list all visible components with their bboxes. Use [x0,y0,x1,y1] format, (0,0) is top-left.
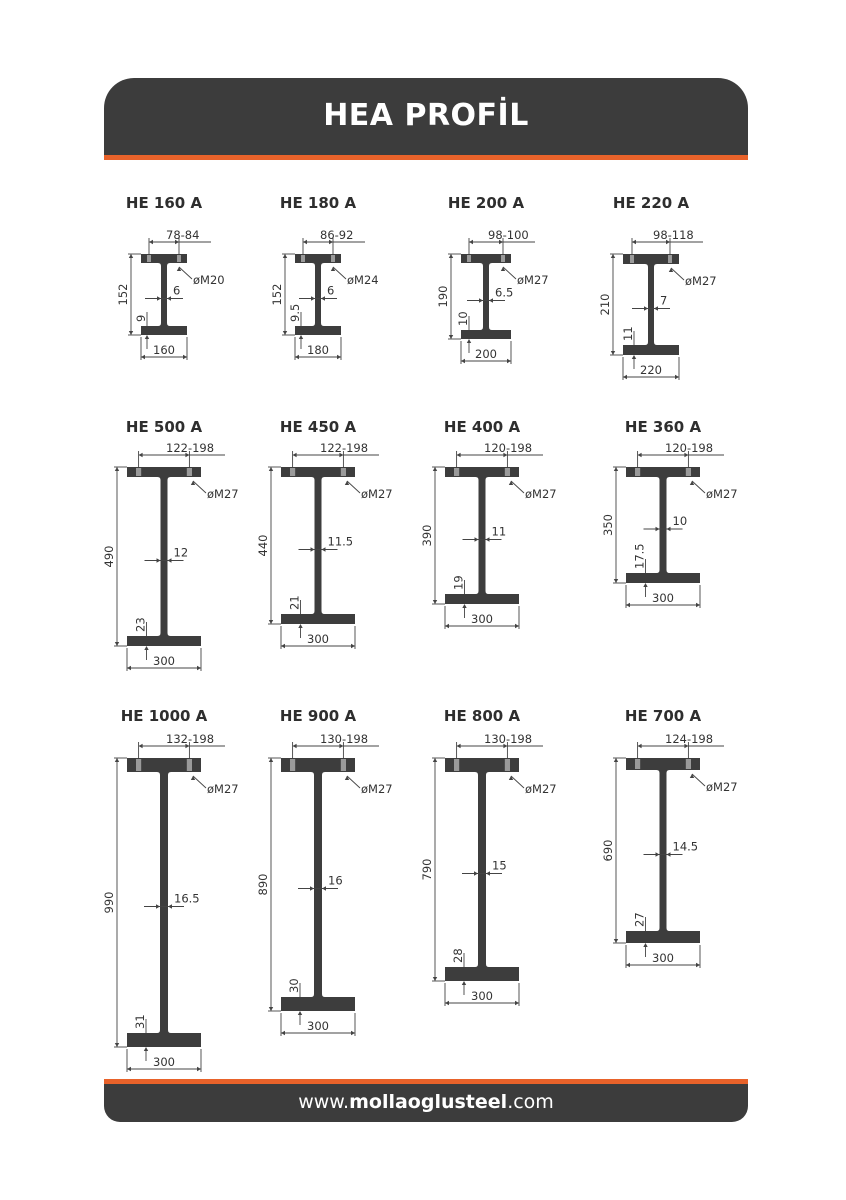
web-thickness-dim: 6 [327,283,335,298]
arrowhead [656,527,660,531]
width-dim: 200 [475,347,497,361]
arrowhead [461,359,465,363]
profile-he-220-a [598,194,717,380]
profile-he-400-a [420,418,557,629]
bolt-hole-left [147,255,151,262]
url-prefix: www. [298,1091,350,1113]
bolt-dim: øM27 [207,487,239,501]
arrowhead [269,620,273,624]
url-brand: mollaoglusteel [349,1091,508,1113]
arrowhead [281,644,285,648]
profile-name: HE 800 A [443,707,521,725]
footer-banner [104,1084,748,1122]
profile-name: HE 900 A [279,707,357,725]
arrowhead [486,537,490,541]
bolt-hole-left [290,468,295,476]
arrowhead [157,558,161,562]
width-dim: 300 [307,632,329,646]
arrowhead [675,375,679,379]
bolt-leader [193,776,206,788]
bolt-leader [511,776,524,788]
arrowhead [433,977,437,981]
arrowhead [351,1031,355,1035]
flange-thickness-dim: 27 [632,912,647,927]
bolt-hole-right [177,255,181,262]
bolt-hole-left [635,468,640,476]
height-dim: 990 [102,891,116,914]
width-dim: 300 [652,951,674,965]
gauge-dim: 78-84 [166,228,200,242]
arrowhead [474,871,478,875]
web-thickness-dim: 10 [672,514,688,528]
arrowhead [321,296,325,300]
bolt-hole-left [630,255,634,263]
gauge-dim: 98-118 [653,228,694,242]
arrowhead [445,624,449,628]
profile-name: HE 400 A [443,418,521,436]
flange-thickness-dim: 19 [451,575,466,590]
bolt-hole-right [331,255,335,262]
bolt-hole-left [467,255,471,262]
bolt-dim: øM27 [207,782,239,796]
profile-name: HE 160 A [125,194,203,212]
arrowhead [445,1001,449,1005]
arrowhead [167,296,171,300]
gauge-dim: 122-198 [166,441,215,455]
arrowhead [507,359,511,363]
arrowhead [623,375,627,379]
arrowhead [515,624,519,628]
arrowhead [269,467,273,471]
arrowhead [311,296,315,300]
arrowhead [656,852,660,856]
arrowhead [433,600,437,604]
profile-he-450-a [256,418,393,649]
bolt-leader [511,481,524,493]
bolt-leader [692,481,705,493]
arrowhead [115,467,119,471]
bolt-hole-left [635,759,640,769]
bolt-hole-left [136,759,141,771]
arrowhead [144,1047,148,1051]
bolt-dim: øM27 [517,273,549,287]
profile-he-500-a [102,418,239,671]
arrowhead [486,871,490,875]
arrowhead [667,852,671,856]
i-beam-section [281,758,355,1011]
arrowhead [269,758,273,762]
arrowhead [654,306,658,310]
profile-he-160-a [116,194,225,360]
arrowhead [298,624,302,628]
height-dim: 390 [420,524,434,547]
profile-name: HE 360 A [624,418,702,436]
bolt-hole-left [136,468,141,476]
width-dim: 300 [153,1055,175,1069]
arrowhead [614,467,618,471]
arrowhead [115,758,119,762]
bolt-hole-left [290,759,295,771]
profile-he-700-a [601,707,738,968]
bolt-leader [692,774,705,786]
arrowhead [168,558,172,562]
arrowhead [462,604,466,608]
gauge-dim: 122-198 [320,441,369,455]
arrowhead [311,547,315,551]
flange-thickness-dim: 31 [133,1014,147,1029]
arrowhead [127,666,131,670]
profile-name: HE 450 A [279,418,357,436]
arrowhead [449,254,453,258]
bolt-leader [671,268,684,280]
arrowhead [197,1067,201,1071]
height-dim: 490 [102,545,116,568]
profile-name: HE 700 A [624,707,702,725]
arrowhead [145,335,149,339]
flange-thickness-dim: 17.5 [632,543,647,569]
bolt-hole-right [505,759,510,771]
web-thickness-dim: 11 [491,524,507,539]
arrowhead [283,254,287,258]
arrowhead [611,254,615,258]
arrowhead [696,963,700,967]
height-dim: 350 [601,514,615,536]
bolt-hole-right [501,255,505,262]
arrowhead [144,646,148,650]
gauge-dim: 124-198 [665,732,714,746]
gauge-dim: 132-198 [166,732,215,746]
arrowhead [303,240,307,244]
arrowhead [322,886,326,890]
bolt-hole-left [301,255,305,262]
arrowhead [643,943,647,947]
height-dim: 210 [598,293,612,316]
arrowhead [157,296,161,300]
arrowhead [449,335,453,339]
arrowhead [489,298,493,302]
arrowhead [643,583,647,587]
bolt-dim: øM27 [525,487,557,501]
arrowhead [281,1031,285,1035]
width-dim: 220 [640,363,662,377]
height-dim: 440 [256,534,270,557]
bolt-dim: øM24 [347,273,379,287]
web-thickness-dim: 6 [173,283,181,298]
profile-he-800-a [420,707,557,1006]
i-beam-section [445,758,519,981]
web-thickness-dim: 12 [173,545,189,560]
arrowhead [337,355,341,359]
height-dim: 152 [116,283,130,306]
arrowhead [115,1043,119,1047]
bolt-dim: øM27 [361,782,393,796]
arrowhead [299,335,303,339]
width-dim: 300 [471,989,493,1003]
web-thickness-dim: 16.5 [174,891,200,906]
gauge-dim: 130-198 [484,732,533,746]
arrowhead [283,331,287,335]
arrowhead [293,453,297,457]
arrowhead [632,240,636,244]
flange-thickness-dim: 28 [451,948,465,963]
width-dim: 300 [307,1019,329,1033]
bolt-hole-right [187,759,192,771]
arrowhead [139,453,143,457]
arrowhead [457,453,461,457]
arrowhead [269,1007,273,1011]
bolt-dim: øM27 [706,487,738,501]
flange-thickness-dim: 9.5 [288,303,302,322]
height-dim: 152 [270,283,284,306]
arrowhead [469,240,473,244]
bolt-hole-right [341,468,346,476]
arrowhead [168,904,172,908]
arrowhead [611,351,615,355]
arrowhead [310,886,314,890]
bolt-hole-right [668,255,672,263]
arrowhead [183,355,187,359]
bolt-hole-left [454,468,459,476]
width-dim: 300 [153,654,175,668]
bolt-leader [179,267,192,279]
profile-he-900-a [256,707,393,1036]
website-url[interactable] [104,1091,748,1113]
web-thickness-dim: 14.5 [672,839,699,854]
web-thickness-dim: 11.5 [327,534,354,549]
arrowhead [614,758,618,762]
arrowhead [626,963,630,967]
arrowhead [644,306,648,310]
arrowhead [696,603,700,607]
width-dim: 300 [471,612,493,626]
flange-thickness-dim: 30 [287,978,301,993]
web-thickness-dim: 16 [328,873,343,888]
arrowhead [638,744,642,748]
bolt-dim: øM27 [525,782,557,796]
arrowhead [197,666,201,670]
profile-he-180-a [270,194,379,360]
height-dim: 790 [420,858,434,881]
bolt-hole-right [341,759,346,771]
flange-thickness-dim: 23 [133,617,148,632]
height-dim: 890 [256,873,270,896]
url-suffix: .com [507,1091,554,1113]
arrowhead [156,904,160,908]
arrowhead [614,939,618,943]
bolt-hole-right [686,468,691,476]
width-dim: 160 [153,343,175,357]
arrowhead [351,644,355,648]
arrowhead [433,467,437,471]
bolt-hole-left [454,759,459,771]
arrowhead [322,547,326,551]
arrowhead [614,579,618,583]
flange-thickness-dim: 21 [287,595,302,610]
arrowhead [626,603,630,607]
profile-name: HE 220 A [612,194,690,212]
bolt-dim: øM27 [361,487,393,501]
bolt-leader [347,481,360,493]
profile-name: HE 200 A [447,194,525,212]
profile-he-1000-a [102,707,239,1072]
bolt-dim: øM20 [193,273,225,287]
arrowhead [129,254,133,258]
bolt-leader [503,267,516,279]
page-title: HEA PROFİL [323,98,529,133]
gauge-dim: 120-198 [665,441,714,455]
profile-he-360-a [601,418,738,608]
profile-name: HE 1000 A [120,707,208,725]
arrowhead [149,240,153,244]
gauge-dim: 120-198 [484,441,533,455]
gauge-dim: 130-198 [320,732,369,746]
height-dim: 690 [601,839,615,862]
arrowhead [457,744,461,748]
bolt-leader [347,776,360,788]
gauge-dim: 98-100 [488,228,529,242]
arrowhead [475,537,479,541]
arrowhead [638,453,642,457]
bolt-dim: øM27 [706,780,738,794]
bolt-dim: øM27 [685,274,717,288]
flange-thickness-dim: 10 [456,311,470,326]
profile-name: HE 500 A [125,418,203,436]
arrowhead [295,355,299,359]
arrowhead [127,1067,131,1071]
arrowhead [632,355,636,359]
arrowhead [298,1011,302,1015]
bolt-hole-right [187,468,192,476]
bolt-hole-right [686,759,691,769]
profile-he-200-a [436,194,549,364]
web-thickness-dim: 7 [660,293,668,308]
arrowhead [293,744,297,748]
arrowhead [139,744,143,748]
flange-thickness-dim: 11 [621,326,635,341]
width-dim: 300 [652,591,674,605]
arrowhead [141,355,145,359]
arrowhead [115,642,119,646]
bolt-hole-right [505,468,510,476]
gauge-dim: 86-92 [320,228,354,242]
arrowhead [479,298,483,302]
bolt-leader [193,481,206,493]
flange-thickness-dim: 9 [134,314,148,322]
arrowhead [433,758,437,762]
width-dim: 180 [307,343,329,357]
arrowhead [667,527,671,531]
arrowhead [515,1001,519,1005]
arrowhead [462,981,466,985]
profile-name: HE 180 A [279,194,357,212]
arrowhead [467,339,471,343]
height-dim: 190 [436,285,450,308]
web-thickness-dim: 15 [492,858,507,873]
bolt-leader [333,267,346,279]
arrowhead [129,331,133,335]
web-thickness-dim: 6.5 [495,285,514,300]
